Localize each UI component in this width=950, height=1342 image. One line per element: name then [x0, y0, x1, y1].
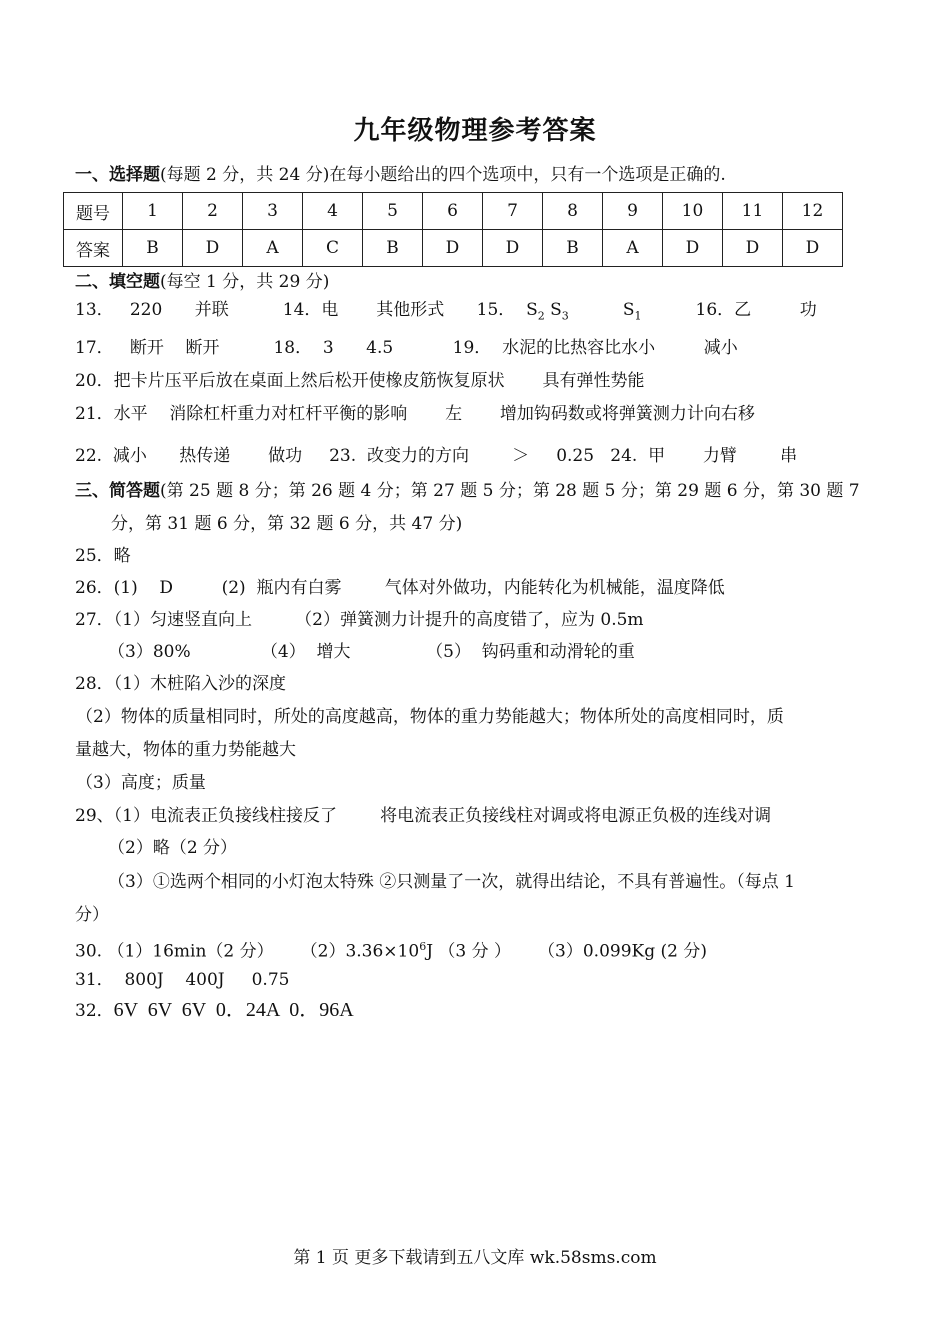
answer-line-28c: 量越大，物体的重力势能越大: [75, 740, 296, 760]
answer-line-28: 28．（1）木桩陷入沙的深度: [75, 674, 286, 694]
table-cell: C: [303, 230, 363, 267]
table-cell: D: [723, 230, 783, 267]
answer-text: S: [544, 300, 562, 320]
answer-table: [63, 192, 843, 267]
section1-line: [75, 164, 726, 186]
row-label-answer: 答案: [64, 230, 123, 267]
table-cell: 10: [663, 193, 723, 230]
answer-line-28b: （2）物体的质量相同时，所处的高度越高，物体的重力势能越大；物体所处的高度相同时，质: [76, 707, 784, 727]
table-cell: D: [483, 230, 543, 267]
answer-line-27: 27．（1）匀速竖直向上 （2）弹簧测力计提升的高度错了，应为 0.5m: [75, 610, 644, 630]
table-cell: B: [123, 230, 183, 267]
subscript: 3: [561, 309, 569, 323]
section2-line: [75, 271, 329, 293]
table-cell: B: [543, 230, 603, 267]
table-cell: A: [243, 230, 303, 267]
table-row-answers: [64, 230, 843, 267]
answer-line-27b: （3）80% （4） 增大 （5） 钩码重和动滑轮的重: [108, 642, 635, 662]
table-cell: A: [603, 230, 663, 267]
answer-text: 32．: [75, 1001, 114, 1021]
section1-note: (每题 2 分，共 24 分)在每小题给出的四个选项中，只有一个选项是正确的.: [160, 165, 726, 185]
superscript: 6: [419, 940, 427, 953]
answer-text: J （3 分 ） （3）0.099Kg (2 分): [426, 941, 708, 962]
subscript: 1: [634, 309, 642, 323]
section3-note-cont: 分，第 31 题 6 分，第 32 题 6 分，共 47 分): [111, 514, 463, 534]
table-cell: 5: [363, 193, 423, 230]
table-cell: 4: [303, 193, 363, 230]
answer-text: 6V 6V 6V 0．24A 0．96A: [113, 999, 354, 1021]
table-cell: 7: [483, 193, 543, 230]
section2-heading: 二、填空题: [75, 272, 160, 292]
table-cell: 3: [243, 193, 303, 230]
section3-line: [75, 480, 860, 502]
table-cell: 12: [783, 193, 843, 230]
section2-note: (每空 1 分，共 29 分): [160, 272, 330, 292]
answer-line-25: 25．略: [75, 546, 131, 566]
table-cell: D: [423, 230, 483, 267]
answer-text: S: [568, 300, 635, 320]
row-label-number: 题号: [64, 193, 123, 230]
table-cell: D: [183, 230, 243, 267]
table-cell: 8: [543, 193, 603, 230]
table-cell: 1: [123, 193, 183, 230]
answer-text: 30. （1）16min（2 分） （2）3.36×10: [75, 941, 420, 962]
answer-line-28d: （3）高度；质量: [76, 773, 206, 793]
subscript: 2: [537, 309, 545, 323]
answer-text: 13． 220 并联 14．电 其他形式 15． S: [75, 300, 538, 320]
answer-line-22: 22. 减小 热传递 做功 23. 改变力的方向 ＞ 0.25 24. 甲 力臂 串: [75, 446, 798, 466]
answer-line-13: [75, 299, 817, 327]
page-footer: 第 1 页 更多下载请到五八文库 wk.58sms.com: [293, 1248, 657, 1268]
answer-text: 16．乙 功: [641, 300, 817, 320]
answer-line-29b: （2）略（2 分）: [108, 838, 238, 858]
answer-line-20: 20．把卡片压平后放在桌面上然后松开使橡皮筋恢复原状 具有弹性势能: [75, 371, 645, 391]
table-cell: B: [363, 230, 423, 267]
table-cell: D: [783, 230, 843, 267]
table-cell: 9: [603, 193, 663, 230]
table-cell: 2: [183, 193, 243, 230]
table-cell: 6: [423, 193, 483, 230]
table-row-numbers: [64, 193, 843, 230]
answer-line-26: 26．(1) D (2) 瓶内有白雾 气体对外做功，内能转化为机械能，温度降低: [75, 578, 725, 598]
answer-line-29d: 分）: [75, 905, 109, 925]
answer-line-30: [75, 936, 707, 963]
table-cell: 11: [723, 193, 783, 230]
answer-line-31: 31． 800J 400J 0.75: [75, 970, 290, 990]
answer-line-21: 21．水平 消除杠杆重力对杠杆平衡的影响 左 增加钩码数或将弹簧测力计向右移: [75, 404, 755, 424]
section1-heading: 一、选择题: [75, 165, 160, 185]
section3-note: (第 25 题 8 分；第 26 题 4 分；第 27 题 5 分；第 28 题 5 分；第 29 题 6 分，第 30 题 7: [160, 481, 860, 501]
answer-line-17: 17． 断开 断开 18． 3 4.5 19． 水泥的比热容比水小 减小: [75, 338, 738, 358]
table-cell: D: [663, 230, 723, 267]
page-title: 九年级物理参考答案: [353, 116, 597, 146]
answer-line-32: [75, 999, 354, 1022]
answer-line-29: 29、（1）电流表正负接线柱接反了 将电流表正负接线柱对调或将电源正负极的连线对调: [75, 806, 772, 826]
answer-line-29c: （3）①选两个相同的小灯泡太特殊 ②只测量了一次，就得出结论，不具有普遍性。（每点 1: [108, 872, 795, 892]
section3-heading: 三、简答题: [75, 481, 160, 501]
